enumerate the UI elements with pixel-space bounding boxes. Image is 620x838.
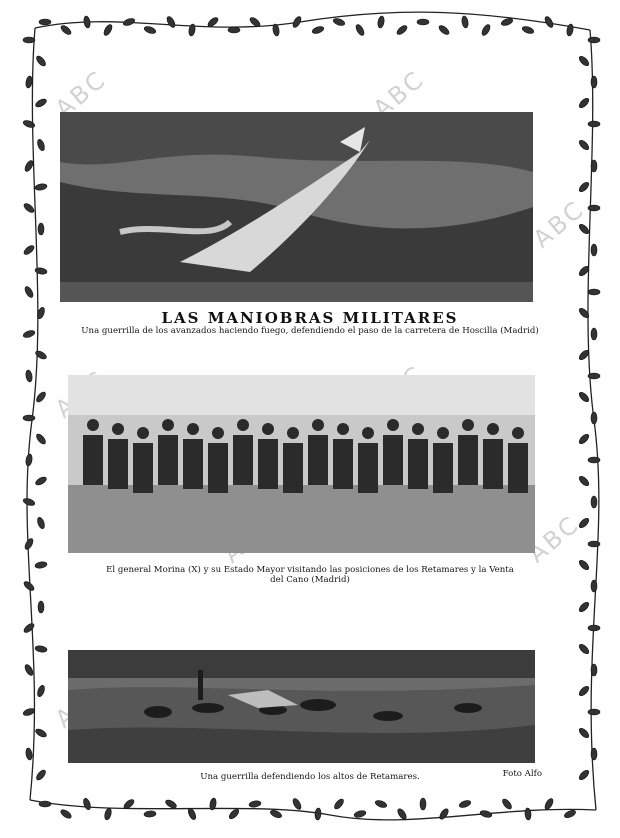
cavalry-rider-figure [208,443,228,493]
vine-leaf-icon [59,808,72,820]
cavalry-rider-head [312,419,324,431]
vine-leaf-icon [395,24,408,36]
vine-leaf-icon [39,801,51,807]
article-title: LAS MANIOBRAS MILITARES [161,309,459,327]
cavalry-rider-figure [233,435,253,485]
cavalry-rider-head [137,427,149,439]
vine-leaf-icon [25,454,33,467]
vine-leaf-icon [578,517,591,530]
vine-leaf-icon [22,580,35,592]
vine-leaf-icon [591,748,597,760]
vine-leaf-icon [34,727,47,738]
vine-leaf-icon [23,285,34,298]
vine-leaf-icon [578,685,591,698]
cavalry-rider-head [462,419,474,431]
cavalry-rider-figure [308,435,328,485]
watermark-text: ABC [522,509,586,569]
photo-road-hillside [60,112,533,302]
vine-leaf-icon [228,808,241,821]
cavalry-rider-figure [258,439,278,489]
vine-leaf-icon [35,645,48,653]
vine-leaf-icon [34,475,47,486]
vine-leaf-icon [354,23,365,36]
cavalry-rider-head [212,427,224,439]
cavalry-rider-head [162,419,174,431]
cavalry-rider-head [87,419,99,431]
vine-leaf-icon [374,799,387,809]
vine-leaf-icon [23,537,34,550]
vine-leaf-icon [102,23,113,36]
vine-leaf-icon [591,160,597,172]
vine-leaf-icon [23,415,35,421]
photo-caption-3: Una guerrilla defendiendo los altos de Retamares. [200,772,420,782]
vine-leaf-icon [578,475,591,488]
cavalry-rider-figure [183,439,203,489]
cavalry-rider-figure [358,443,378,493]
vine-leaf-icon [35,432,47,445]
cavalry-rider-figure [283,443,303,493]
cavalry-rider-head [487,423,499,435]
vine-leaf-icon [34,97,47,108]
cavalry-rider-head [437,427,449,439]
vine-leaf-icon [479,810,492,819]
vine-leaf-icon [272,24,280,37]
cavalry-rider-figure [458,435,478,485]
cavalry-photo-icon [68,375,535,553]
landscape-photo-icon [60,112,533,302]
vine-leaf-icon [23,37,35,43]
vine-leaf-icon [578,643,591,656]
vine-leaf-icon [591,496,597,508]
vine-leaf-icon [22,244,35,256]
vine-leaf-icon [578,727,591,740]
vine-leaf-icon [353,810,366,819]
vine-leaf-icon [578,97,591,110]
vine-leaf-icon [588,625,600,631]
vine-leaf-icon [591,328,597,340]
vine-leaf-icon [591,412,597,424]
cavalry-rider-head [337,423,349,435]
cavalry-rider-head [412,423,424,435]
vine-leaf-icon [35,390,47,403]
vine-leaf-icon [143,25,156,35]
vine-leaf-icon [35,561,48,569]
vine-leaf-icon [588,205,600,211]
vine-leaf-icon [591,664,597,676]
vine-leaf-icon [22,119,35,129]
vine-leaf-icon [25,76,33,89]
vine-leaf-icon [591,76,597,88]
vine-leaf-icon [588,541,600,547]
vine-leaf-icon [291,797,302,810]
cavalry-rider-figure [108,439,128,489]
vine-leaf-icon [39,19,51,25]
photo-caption-1: Una guerrilla de los avanzados haciendo fuego, defendiendo el paso de la carretera de Hoscilla (Madrid) [81,326,539,336]
photo-caption-2-line1: El general Morina (X) y su Estado Mayor visitando las posiciones de los Retamares y la Venta [106,565,514,575]
vine-leaf-icon [578,181,591,194]
vine-leaf-icon [23,663,34,676]
vine-leaf-icon [23,159,34,172]
vine-leaf-icon [332,17,345,27]
cavalry-rider-figure [433,443,453,493]
vine-leaf-icon [35,267,48,275]
vine-leaf-icon [164,798,177,809]
photo-guerrilla-heights [68,650,535,763]
vine-leaf-icon [269,809,282,820]
cavalry-rider-head [112,423,124,435]
vine-leaf-icon [588,121,600,127]
vine-leaf-icon [458,799,471,809]
vine-leaf-icon [249,800,262,808]
vine-leaf-icon [22,707,35,717]
vine-leaf-icon [588,709,600,715]
vine-leaf-icon [22,497,35,507]
vine-leaf-icon [588,289,600,295]
vine-leaf-icon [104,807,113,820]
vine-leaf-icon [35,768,47,781]
cavalry-rider-head [512,427,524,439]
vine-leaf-icon [521,25,534,35]
cavalry-rider-head [262,423,274,435]
vine-leaf-icon [314,808,321,820]
vine-leaf-icon [36,516,46,529]
vine-leaf-icon [82,797,92,810]
vine-leaf-icon [461,16,469,29]
cavalry-rider-head [362,427,374,439]
vine-leaf-icon [22,622,35,634]
vine-leaf-icon [543,797,554,810]
vine-leaf-icon [83,16,91,29]
cavalry-rider-figure [158,435,178,485]
vine-leaf-icon [59,24,72,36]
vine-leaf-icon [578,223,591,236]
cavalry-rider-figure [83,435,103,485]
vine-leaf-icon [34,349,47,360]
vine-leaf-icon [333,797,345,810]
vine-leaf-icon [563,809,576,820]
vine-leaf-icon [377,16,385,29]
cavalry-rider-figure [483,439,503,489]
vine-leaf-icon [588,373,600,379]
vine-leaf-icon [22,329,35,339]
vine-leaf-icon [578,391,591,404]
vine-leaf-icon [396,807,408,820]
vine-leaf-icon [25,748,33,761]
vine-leaf-icon [591,580,597,592]
vine-leaf-icon [165,15,176,28]
vine-leaf-icon [588,37,600,43]
watermark-text: ABC [527,194,591,254]
cavalry-rider-head [387,419,399,431]
photo-general-staff-cavalry [68,375,535,553]
vine-leaf-icon [144,810,156,817]
vine-leaf-icon [122,17,135,27]
vine-leaf-icon [578,139,591,152]
vine-leaf-icon [578,433,591,446]
vine-leaf-icon [420,798,426,810]
vine-leaf-icon [588,457,600,463]
photo-caption-2-line2: del Cano (Madrid) [270,575,350,585]
photo-credit: Foto Alfo [502,769,542,779]
vine-leaf-icon [35,54,47,67]
vine-leaf-icon [22,202,35,214]
vine-leaf-icon [578,769,591,782]
watermark-text: ABC [367,64,431,124]
cavalry-rider-head [287,427,299,439]
vine-leaf-icon [500,17,513,27]
vine-leaf-icon [480,23,491,36]
vine-leaf-icon [36,138,46,151]
vine-leaf-icon [228,27,240,33]
cavalry-rider-head [187,423,199,435]
cavalry-rider-figure [383,435,403,485]
vine-leaf-icon [187,807,198,820]
vine-leaf-icon [438,807,450,820]
vine-leaf-icon [35,183,48,191]
cavalry-rider-figure [333,439,353,489]
cavalry-rider-figure [508,443,528,493]
cavalry-rider-head [237,419,249,431]
vine-leaf-icon [417,19,429,25]
cavalry-rider-figure [133,443,153,493]
vine-leaf-icon [311,25,324,35]
vine-leaf-icon [591,244,597,256]
vine-leaf-icon [38,601,44,613]
watermark-text: ABC [49,64,113,124]
vine-leaf-icon [578,55,591,68]
vine-leaf-icon [25,370,33,383]
vine-leaf-icon [501,797,513,810]
vine-leaf-icon [36,684,46,697]
vine-leaf-icon [578,559,591,572]
vine-leaf-icon [524,808,531,820]
soldiers-field-photo-icon [68,650,535,763]
cavalry-rider-figure [408,439,428,489]
vine-leaf-icon [38,223,44,235]
vine-leaf-icon [437,24,450,36]
vine-leaf-icon [578,601,591,614]
